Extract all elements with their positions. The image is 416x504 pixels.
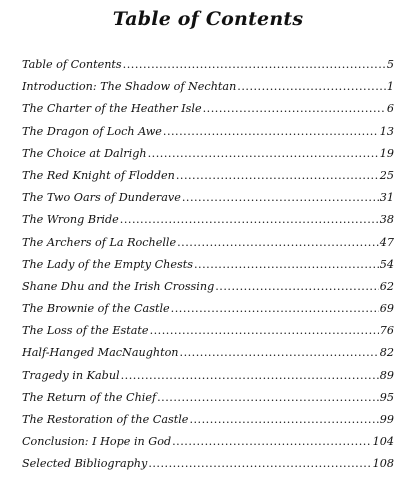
dot-leader <box>215 280 379 293</box>
dot-leader <box>150 324 379 337</box>
dot-leader <box>157 391 379 404</box>
dot-leader <box>176 169 379 182</box>
toc-entry-title: Conclusion: I Hope in God <box>22 435 172 449</box>
toc-entry-title: The Brownie of the Castle <box>22 302 170 316</box>
toc-page-number: 31 <box>379 191 394 205</box>
toc-page-number: 19 <box>379 146 394 160</box>
toc-page-number: 62 <box>379 279 394 293</box>
toc-entry-title: The Two Oars of Dunderave <box>22 191 181 205</box>
dot-leader <box>123 58 386 71</box>
dot-leader <box>163 125 379 138</box>
toc-page-number: 6 <box>386 102 394 116</box>
toc-page-number: 82 <box>379 346 394 360</box>
toc-page-number: 5 <box>386 58 394 71</box>
toc-entry-title: Introduction: The Shadow of Nechtan <box>22 80 237 94</box>
toc-page-number: 95 <box>379 390 394 404</box>
toc-entry-title: Selected Bibliography <box>22 457 148 471</box>
toc-entry <box>22 457 394 479</box>
toc-entry-title: The Lady of the Empty Chests <box>22 257 193 271</box>
toc-entry-title: Half-Hanged MacNaughton <box>22 346 179 360</box>
toc-page-number: 13 <box>379 124 394 138</box>
toc-entry <box>22 391 394 413</box>
toc-entry <box>22 102 394 124</box>
dot-leader <box>177 236 379 249</box>
toc-entry <box>22 191 394 213</box>
dot-leader <box>189 413 378 426</box>
toc-entry <box>22 324 394 346</box>
dot-leader <box>172 435 372 448</box>
toc-entry-title: The Loss of the Estate <box>22 324 149 338</box>
toc-entry-title: The Restoration of the Castle <box>22 413 189 426</box>
toc-page-number: 38 <box>379 213 394 227</box>
toc-entry-title: Shane Dhu and the Irish Crossing <box>22 279 215 293</box>
toc-entry <box>22 125 394 147</box>
dot-leader <box>182 191 379 204</box>
toc-entry-title: The Dragon of Loch Awe <box>22 124 162 138</box>
toc-entry <box>22 80 394 102</box>
toc-page-number: 104 <box>372 435 394 449</box>
toc-page-number: 1 <box>386 80 394 94</box>
toc-entry-title: The Choice at Dalrigh <box>22 146 147 160</box>
toc-page-number: 47 <box>379 235 394 249</box>
toc-page-number: 69 <box>379 302 394 316</box>
toc-entry-title: The Charter of the Heather Isle <box>22 102 202 116</box>
dot-leader <box>148 147 379 160</box>
toc-entry <box>22 58 394 80</box>
toc-entry <box>22 369 394 391</box>
dot-leader <box>148 457 371 470</box>
dot-leader <box>203 102 386 115</box>
dot-leader <box>171 302 379 315</box>
toc-entry <box>22 258 394 280</box>
toc-page-number: 89 <box>379 368 394 382</box>
toc-entry-title: Table of Contents <box>22 58 122 71</box>
dot-leader <box>180 346 379 359</box>
dot-leader <box>194 258 379 271</box>
toc-entry <box>22 236 394 258</box>
toc-page-number: 108 <box>372 457 394 471</box>
toc-entry <box>22 280 394 302</box>
toc-entry <box>22 413 394 435</box>
dot-leader <box>237 80 386 93</box>
toc-page-number: 54 <box>379 257 394 271</box>
page-title: Table of Contents <box>112 8 304 30</box>
toc-entry-title: The Archers of La Rochelle <box>22 235 177 249</box>
toc-entry <box>22 346 394 368</box>
toc-entry-title: The Wrong Bride <box>22 213 119 227</box>
toc-entry <box>22 169 394 191</box>
toc-entry <box>22 435 394 457</box>
toc-page-number: 25 <box>379 168 394 182</box>
toc-page-number: 76 <box>379 324 394 338</box>
toc-entry <box>22 302 394 324</box>
dot-leader <box>121 369 379 382</box>
toc-entry <box>22 147 394 169</box>
toc-page-number: 99 <box>379 413 394 426</box>
toc-entry <box>22 213 394 235</box>
toc-entry-title: The Red Knight of Flodden <box>22 168 175 182</box>
toc-entry-title: The Return of the Chief <box>22 390 157 404</box>
toc-entry-title: Tragedy in Kabul <box>22 368 120 382</box>
dot-leader <box>120 213 379 226</box>
toc-list <box>22 58 394 480</box>
